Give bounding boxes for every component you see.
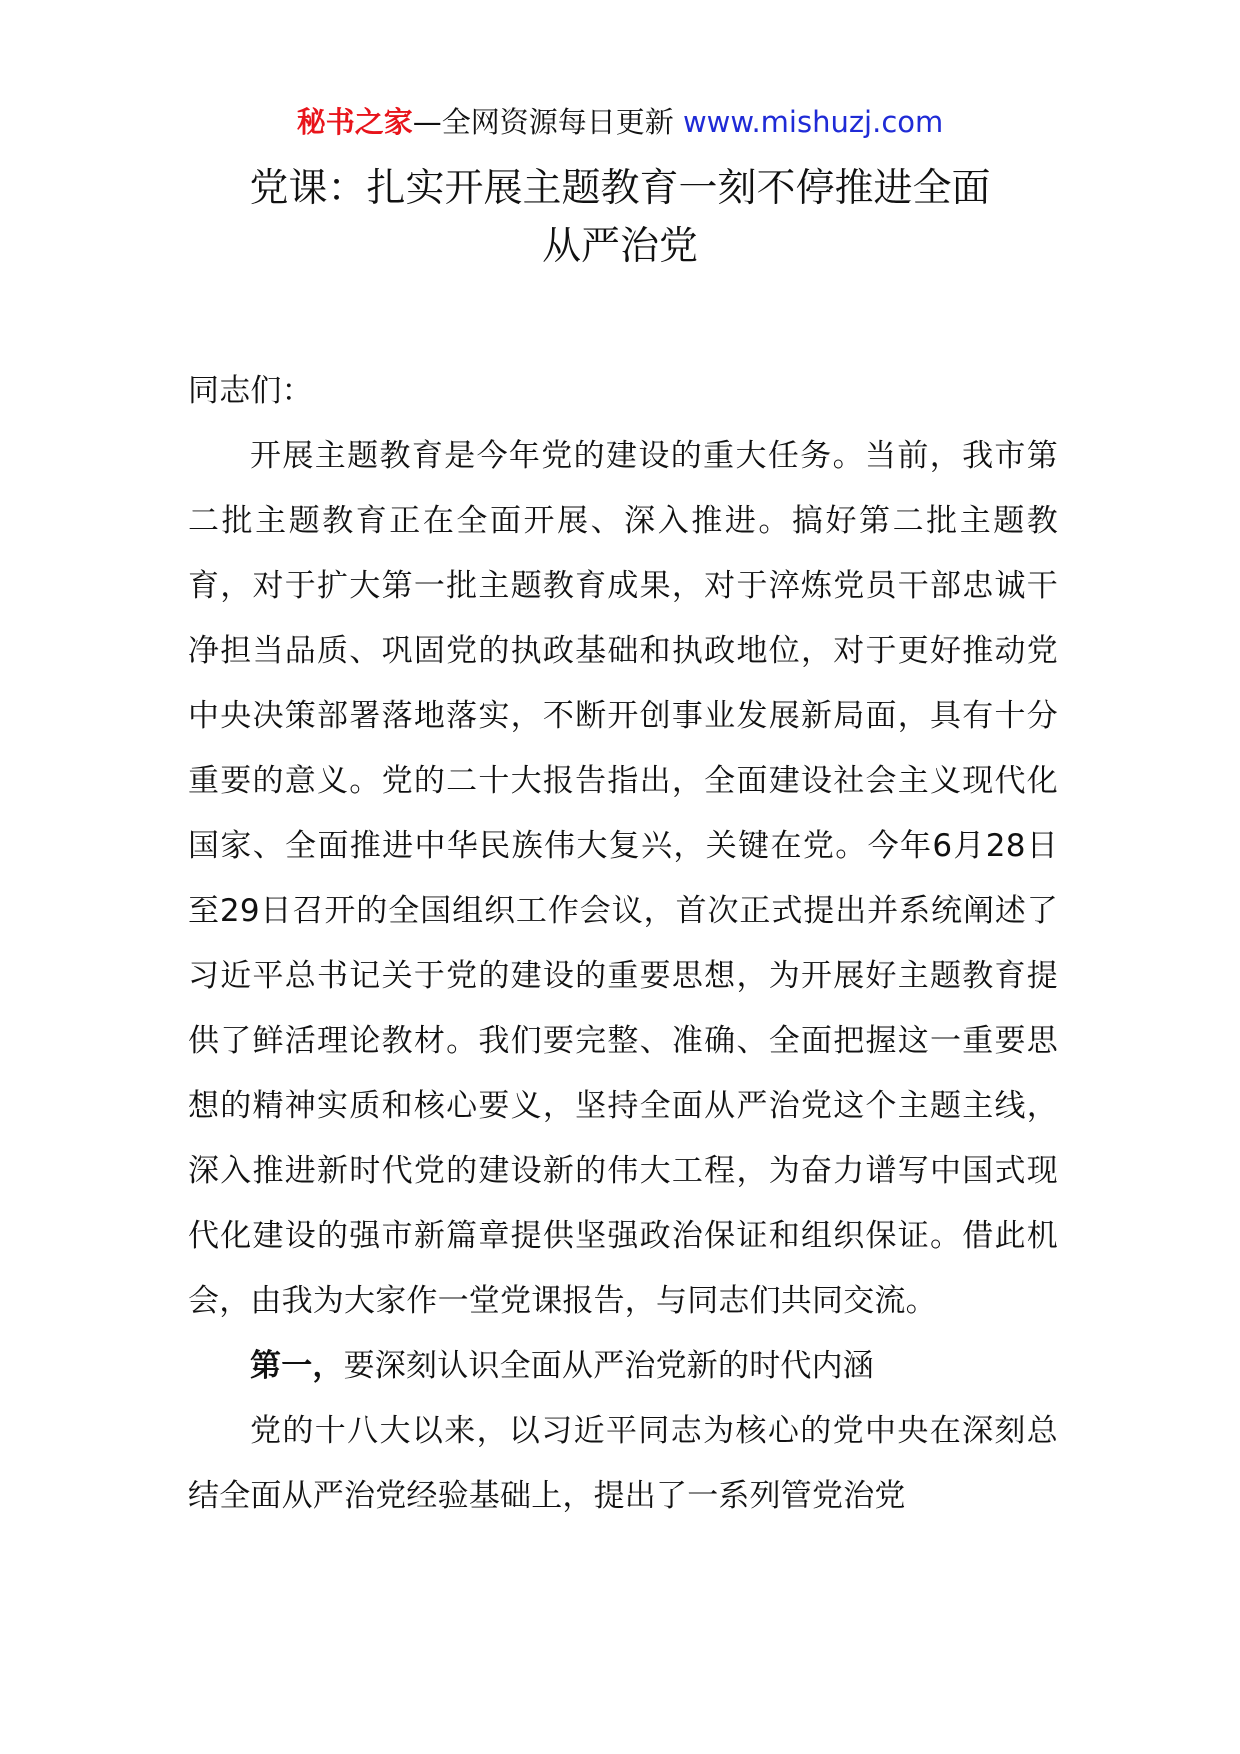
salutation: 同志们： (188, 373, 313, 409)
title-line-1: 党课：扎实开展主题教育一刻不停推进全面 (249, 166, 991, 211)
watermark-header (0, 102, 1240, 142)
paragraph-section-1: 党的十八大以来，以习近平同志为核心的党中央在深刻总结全面从严治党经验基础上，提出了一系列管党治党 (188, 1413, 1058, 1514)
header-tagline: —全网资源每日更新 (412, 105, 683, 139)
document-body (188, 359, 1058, 1529)
site-url-link[interactable]: www.mishuzj.com (682, 105, 944, 139)
brand-name: 秘书之家 (296, 105, 413, 139)
section-heading-1 (188, 1334, 1058, 1399)
section-heading-lead: 第一， (250, 1348, 344, 1384)
section-heading-text: 要深刻认识全面从严治党新的时代内涵 (343, 1348, 875, 1384)
title-line-2: 从严治党 (541, 224, 698, 269)
paragraph-intro: 开展主题教育是今年党的建设的重大任务。当前，我市第二批主题教育正在全面开展、深入推进。搞好第二批主题教育，对于扩大第一批主题教育成果，对于淬炼党员干部忠诚干净担当品质、巩固党的执政基础和执政地位，对于更好推动党中央决策部署落地落实，不断开创事业发展新局面，具有十分重要的意义。党的二十大报告指出，全面建设社会主义现代化国家、全面推进中华民族伟大复兴，关键在党。今年6月28日至29日召开的全国组织工作会议，首次正式提出并系统阐述了习近平总书记关于党的建设的重要思想，为开展好主题教育提供了鲜活理论教材。我们要完整、准确、全面把握这一重要思想的精神实质和核心要义，坚持全面从严治党这个主题主线，深入推进新时代党的建设新的伟大工程，为奋力谱写中国式现代化建设的强市新篇章提供坚强政治保证和组织保证。借此机会，由我为大家作一堂党课报告，与同志们共同交流。 (188, 438, 1058, 1319)
document-title (150, 160, 1090, 276)
